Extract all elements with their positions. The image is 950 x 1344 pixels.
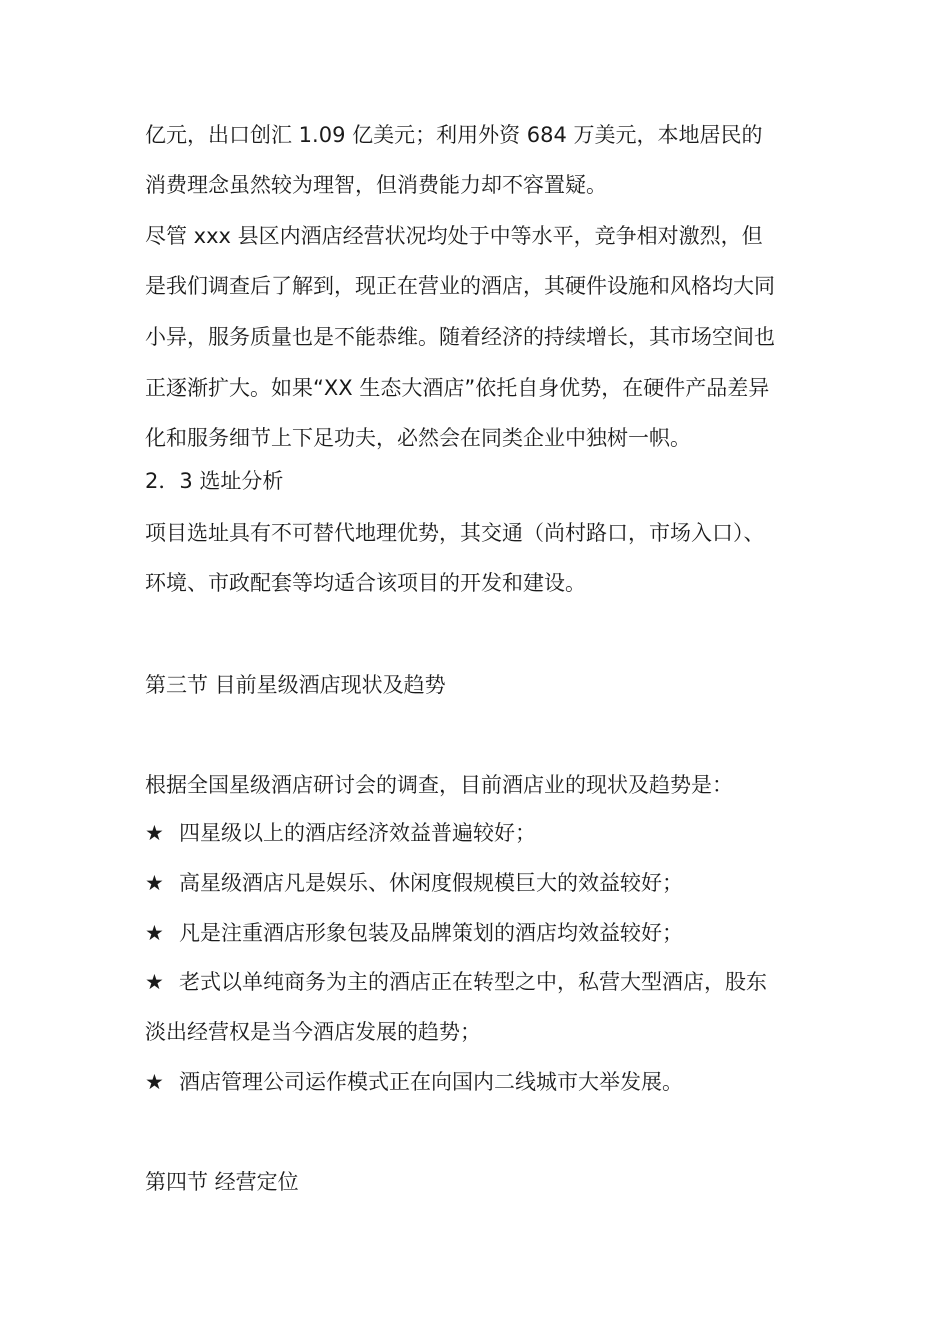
list-item [145,818,825,848]
paragraph-line: 项目选址具有不可替代地理优势，其交通（尚村路口，市场入口）、 [145,521,765,545]
paragraph-line: 消费理念虽然较为理智，但消费能力却不容置疑。 [145,173,607,197]
star-bullet-icon: ★ [145,821,164,845]
list-item-text: 老式以单纯商务为主的酒店正在转型之中，私营大型酒店，股东 [179,970,767,994]
paragraph-line: 化和服务细节上下足功夫，必然会在同类企业中独树一帜。 [145,426,691,450]
star-bullet-icon: ★ [145,921,164,945]
star-bullet-icon: ★ [145,970,164,994]
section-heading-3: 第三节 目前星级酒店现状及趋势 [145,673,446,697]
section-intro: 根据全国星级酒店研讨会的调查，目前酒店业的现状及趋势是： [145,773,733,797]
list-item [145,918,825,948]
section-heading-4: 第四节 经营定位 [145,1170,299,1194]
list-item [145,967,825,997]
star-bullet-icon: ★ [145,871,164,895]
list-item-text: 四星级以上的酒店经济效益普遍较好； [179,821,536,845]
paragraph-line: 是我们调查后了解到，现正在营业的酒店，其硬件设施和风格均大同 [145,274,775,298]
list-item [145,1067,825,1097]
section-heading-2-3: 2．3 选址分析 [145,469,284,493]
paragraph-line: 环境、市政配套等均适合该项目的开发和建设。 [145,571,586,595]
paragraph-line: 正逐渐扩大。如果“XX 生态大酒店”依托自身优势，在硬件产品差异 [145,376,770,400]
star-bullet-icon: ★ [145,1070,164,1094]
list-item [145,868,825,898]
paragraph-line: 小异，服务质量也是不能恭维。随着经济的持续增长，其市场空间也 [145,325,775,349]
list-item-text: 酒店管理公司运作模式正在向国内二线城市大举发展。 [179,1070,683,1094]
list-item-text: 凡是注重酒店形象包装及品牌策划的酒店均效益较好； [179,921,683,945]
paragraph-line: 亿元，出口创汇 1.09 亿美元；利用外资 684 万美元，本地居民的 [145,123,763,147]
list-item-continuation: 淡出经营权是当今酒店发展的趋势； [145,1020,481,1044]
paragraph-line: 尽管 xxx 县区内酒店经营状况均处于中等水平，竞争相对激烈，但 [145,224,763,248]
list-item-text: 高星级酒店凡是娱乐、休闲度假规模巨大的效益较好； [179,871,683,895]
